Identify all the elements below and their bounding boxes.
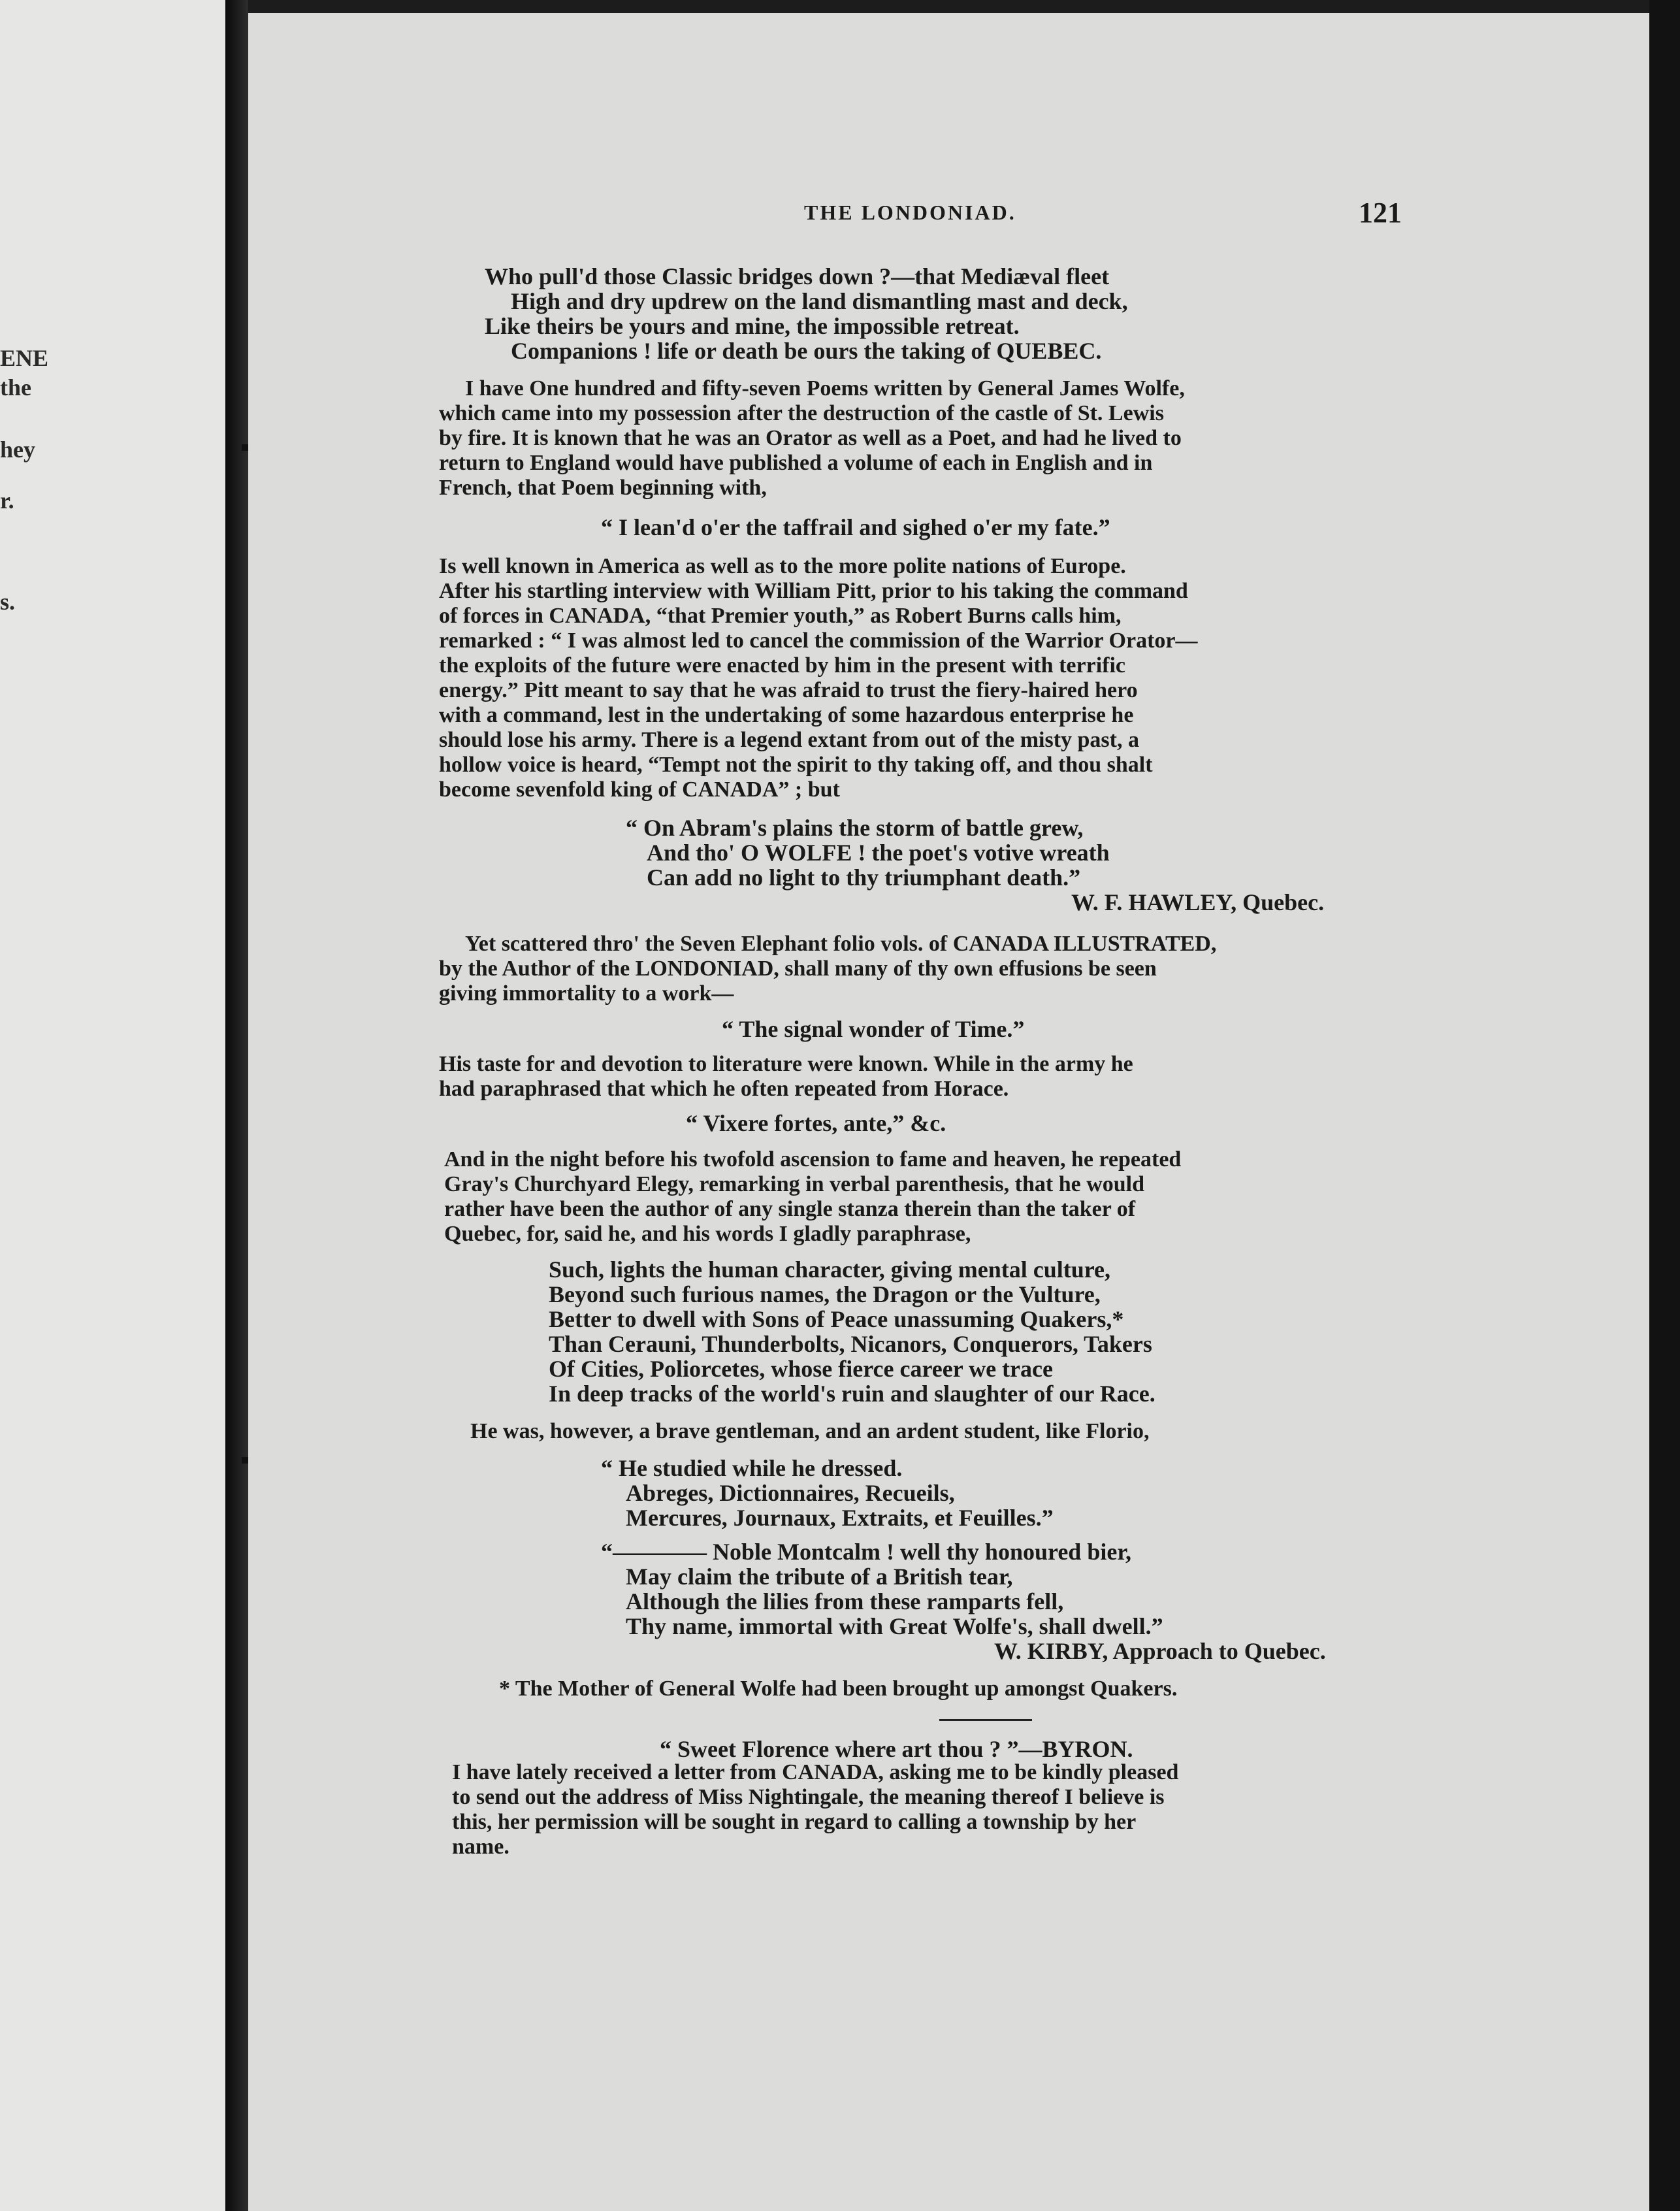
paragraph-line: giving immortality to a work— bbox=[439, 981, 734, 1006]
verse-line: Better to dwell with Sons of Peace unassuming Quakers,* bbox=[549, 1306, 1124, 1332]
verse-line: Who pull'd those Classic bridges down ?—that Mediæval fleet bbox=[485, 263, 1110, 289]
verse-line: “ He studied while he dressed. bbox=[601, 1455, 903, 1481]
left-fragment-text: r. bbox=[0, 487, 14, 514]
verse-line: And tho' O WOLFE ! the poet's votive wreath bbox=[647, 840, 1110, 866]
left-fragment-text: s. bbox=[0, 589, 16, 615]
verse-line: May claim the tribute of a British tear, bbox=[626, 1564, 1013, 1590]
quotation-line: “ Vixere fortes, ante,” &c. bbox=[686, 1110, 946, 1136]
verse-line: Like theirs be yours and mine, the impossible retreat. bbox=[485, 313, 1020, 339]
paragraph-line: the exploits of the future were enacted by him in the present with terrific bbox=[439, 653, 1125, 678]
attribution-line: W. KIRBY, Approach to Quebec. bbox=[994, 1638, 1326, 1664]
book-gutter bbox=[225, 0, 248, 2211]
verse-line: High and dry updrew on the land dismantling mast and deck, bbox=[511, 288, 1128, 314]
attribution-line: W. F. HAWLEY, Quebec. bbox=[1071, 889, 1325, 915]
paragraph-line: should lose his army. There is a legend extant from out of the misty past, a bbox=[439, 728, 1139, 752]
paragraph-line: Gray's Churchyard Elegy, remarking in verbal parenthesis, that he would bbox=[444, 1172, 1145, 1196]
paragraph-line: Yet scattered thro' the Seven Elephant folio vols. of CANADA ILLUSTRATED, bbox=[465, 932, 1217, 956]
paragraph-line: return to England would have published a volume of each in English and in bbox=[439, 451, 1153, 475]
paragraph-line: Is well known in America as well as to the more polite nations of Europe. bbox=[439, 554, 1126, 578]
paragraph-line: He was, however, a brave gentleman, and an ardent student, like Florio, bbox=[470, 1419, 1150, 1443]
paragraph-line: His taste for and devotion to literature were known. While in the army he bbox=[439, 1052, 1133, 1076]
verse-line: Than Cerauni, Thunderbolts, Nicanors, Conquerors, Takers bbox=[549, 1331, 1152, 1357]
paragraph-line: remarked : “ I was almost led to cancel the commission of the Warrior Orator— bbox=[439, 629, 1198, 653]
quotation-line: “ I lean'd o'er the taffrail and sighed o'er my fate.” bbox=[601, 514, 1110, 540]
quotation-line: “ Sweet Florence where art thou ? ”—BYRON. bbox=[660, 1736, 1133, 1762]
paragraph-line: with a command, lest in the undertaking of some hazardous enterprise he bbox=[439, 703, 1134, 727]
page-number: 121 bbox=[1359, 197, 1402, 229]
paragraph-line: name. bbox=[452, 1835, 509, 1859]
verse-line: Mercures, Journaux, Extraits, et Feuilles.” bbox=[626, 1505, 1054, 1531]
section-divider bbox=[939, 1719, 1032, 1721]
paragraph-line: I have lately received a letter from CANADA, asking me to be kindly pleased bbox=[452, 1760, 1179, 1784]
paragraph-line: I have One hundred and fifty-seven Poems written by General James Wolfe, bbox=[465, 376, 1185, 401]
left-fragment-text: ENE bbox=[0, 345, 49, 371]
verse-line: “———— Noble Montcalm ! well thy honoured bier, bbox=[601, 1539, 1132, 1565]
paragraph-line: by fire. It is known that he was an Orator as well as a Poet, and had he lived to bbox=[439, 426, 1182, 450]
paragraph-line: French, that Poem beginning with, bbox=[439, 476, 767, 500]
running-header: THE LONDONIAD. bbox=[804, 201, 1016, 224]
paragraph-line: to send out the address of Miss Nightingale, the meaning thereof I believe is bbox=[452, 1785, 1165, 1809]
paragraph-line: had paraphrased that which he often repeated from Horace. bbox=[439, 1077, 1009, 1101]
left-fragment-text: hey bbox=[0, 436, 35, 463]
paragraph-line: And in the night before his twofold ascension to fame and heaven, he repeated bbox=[444, 1147, 1182, 1171]
paragraph-line: energy.” Pitt meant to say that he was afraid to trust the fiery-haired hero bbox=[439, 678, 1138, 702]
verse-line: Companions ! life or death be ours the taking of QUEBEC. bbox=[511, 338, 1102, 364]
verse-line: “ On Abram's plains the storm of battle grew, bbox=[626, 815, 1084, 841]
paragraph-line: become sevenfold king of CANADA” ; but bbox=[439, 778, 840, 802]
paragraph-line: of forces in CANADA, “that Premier youth,” as Robert Burns calls him, bbox=[439, 604, 1122, 628]
verse-line: In deep tracks of the world's ruin and slaughter of our Race. bbox=[549, 1381, 1155, 1407]
left-page-fragment bbox=[0, 0, 225, 2211]
verse-line: Of Cities, Poliorcetes, whose fierce career we trace bbox=[549, 1356, 1053, 1382]
paragraph-line: this, her permission will be sought in regard to calling a township by her bbox=[452, 1810, 1137, 1834]
quotation-line: “ The signal wonder of Time.” bbox=[722, 1016, 1025, 1042]
verse-line: Thy name, immortal with Great Wolfe's, shall dwell.” bbox=[626, 1613, 1163, 1639]
page-edge bbox=[1649, 0, 1680, 2211]
verse-line: Can add no light to thy triumphant death.” bbox=[647, 864, 1081, 891]
book-page bbox=[248, 13, 1649, 2211]
paragraph-line: by the Author of the LONDONIAD, shall many of thy own effusions be seen bbox=[439, 957, 1157, 981]
paragraph-line: hollow voice is heard, “Tempt not the spirit to thy taking off, and thou shalt bbox=[439, 753, 1153, 777]
verse-line: Beyond such furious names, the Dragon or the Vulture, bbox=[549, 1281, 1101, 1307]
verse-line: Such, lights the human character, giving mental culture, bbox=[549, 1256, 1111, 1283]
paragraph-line: Quebec, for, said he, and his words I gladly paraphrase, bbox=[444, 1222, 971, 1246]
footnote: * The Mother of General Wolfe had been brought up amongst Quakers. bbox=[499, 1677, 1178, 1701]
left-fragment-text: the bbox=[0, 374, 31, 401]
paragraph-line: rather have been the author of any single stanza therein than the taker of bbox=[444, 1197, 1136, 1221]
verse-line: Abreges, Dictionnaires, Recueils, bbox=[626, 1480, 955, 1506]
verse-line: Although the lilies from these ramparts fell, bbox=[626, 1588, 1064, 1614]
paragraph-line: After his startling interview with William Pitt, prior to his taking the command bbox=[439, 579, 1188, 603]
paragraph-line: which came into my possession after the destruction of the castle of St. Lewis bbox=[439, 401, 1164, 425]
